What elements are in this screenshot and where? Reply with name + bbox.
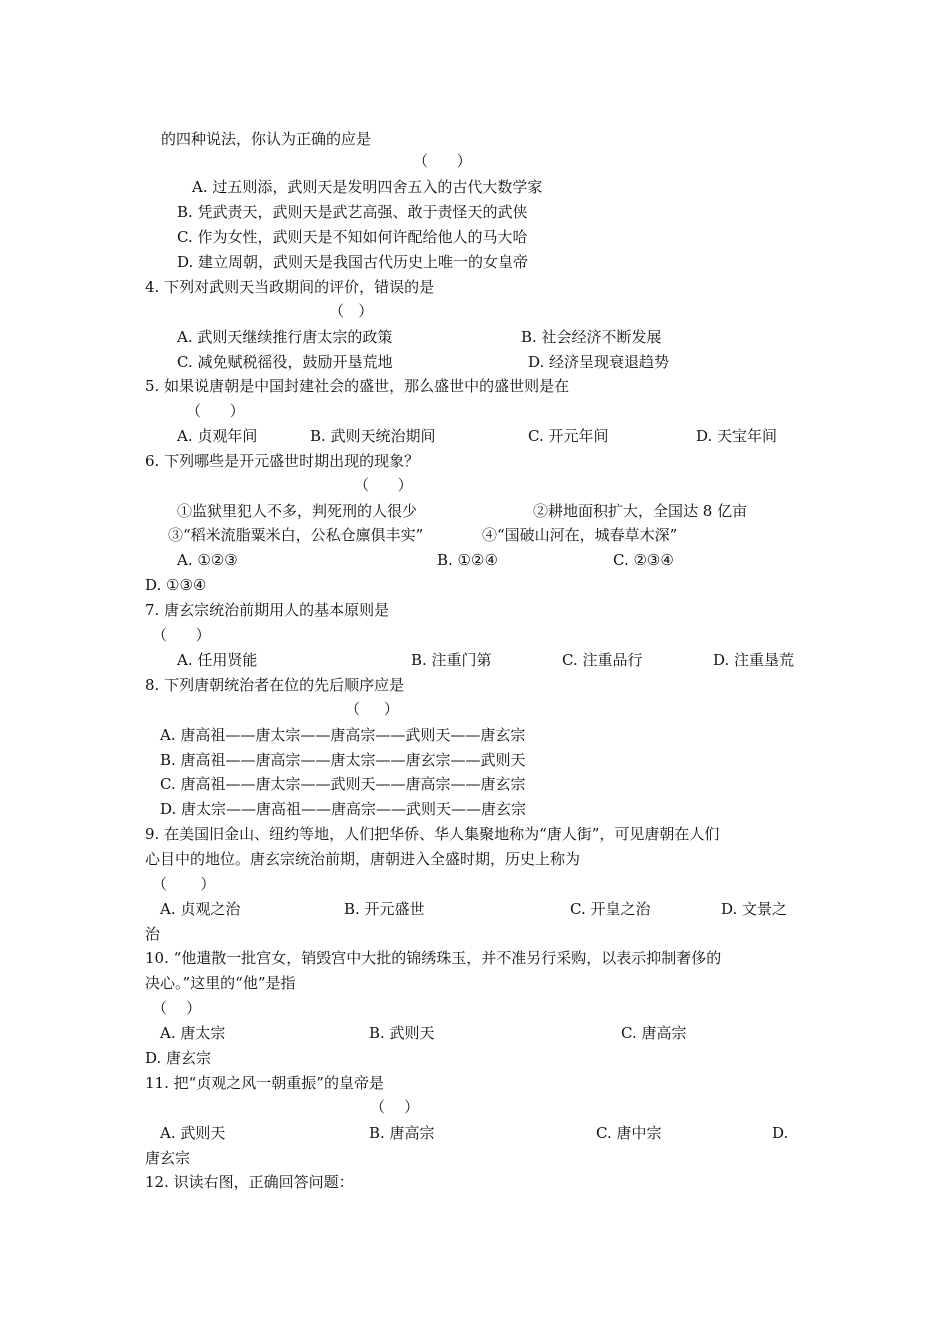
q7-stem: 7. 唐玄宗统治前期用人的基本原则是 (145, 601, 390, 619)
q7-option-d: D. 注重垦荒 (713, 651, 795, 669)
q4-option-d: D. 经济呈现衰退趋势 (528, 353, 670, 371)
q6-option-a: A. ①②③ (177, 551, 238, 569)
q10-stem-line1: 10. “他遣散一批宫女，销毁宫中大批的锦绣珠玉，并不准另行采购，以表示抑制奢侈的 (145, 949, 722, 967)
q10-option-d: D. 唐玄宗 (145, 1049, 212, 1067)
q6-statement-2: ②耕地面积扩大，全国达 8 亿亩 (533, 502, 748, 520)
q11-answer-blank: （ ） (370, 1098, 420, 1116)
q6-option-d: D. ①③④ (145, 576, 207, 594)
q6-statement-3: ③“稻米流脂粟米白，公私仓廪俱丰实” (168, 526, 424, 544)
q7-option-b: B. 注重门第 (411, 651, 492, 669)
q9-option-a: A. 贞观之治 (160, 900, 241, 918)
q7-answer-blank: （ ） (152, 626, 211, 644)
q6-answer-blank: （ ） (354, 476, 413, 494)
q9-stem-line2: 心目中的地位。唐玄宗统治前期，唐朝进入全盛时期，历史上称为 (145, 850, 581, 868)
q4-answer-blank: （ ） (329, 302, 374, 320)
q6-option-b: B. ①②④ (437, 551, 498, 569)
q11-option-b: B. 唐高宗 (369, 1124, 435, 1142)
q8-option-b: B. 唐高祖——唐高宗——唐太宗——唐玄宗——武则天 (160, 751, 526, 769)
q3-option-d: D. 建立周朝，武则天是我国古代历史上唯一的女皇帝 (177, 253, 529, 271)
q7-option-a: A. 任用贤能 (177, 651, 258, 669)
q6-stem: 6. 下列哪些是开元盛世时期出现的现象？ (145, 452, 420, 470)
q10-stem-line2: 决心。”这里的“他”是指 (145, 974, 296, 992)
q10-option-c: C. 唐高宗 (621, 1024, 687, 1042)
q9-option-b: B. 开元盛世 (344, 900, 425, 918)
q6-statement-1: ①监狱里犯人不多，判死刑的人很少 (177, 502, 418, 520)
q9-option-d-wrap: 治 (145, 925, 161, 943)
q7-option-c: C. 注重品行 (562, 651, 643, 669)
q12-stem: 12. 识读右图，正确回答问题： (145, 1173, 354, 1191)
q3-option-a: A. 过五则添，武则天是发明四舍五入的古代大数学家 (192, 178, 543, 196)
q8-stem: 8. 下列唐朝统治者在位的先后顺序应是 (145, 676, 405, 694)
q5-option-b: B. 武则天统治期间 (310, 427, 436, 445)
q4-stem: 4. 下列对武则天当政期间的评价，错误的是 (145, 278, 435, 296)
q8-option-c: C. 唐高祖——唐太宗——武则天——唐高宗——唐玄宗 (160, 775, 526, 793)
q6-option-c: C. ②③④ (613, 551, 674, 569)
q11-option-d-wrap: 唐玄宗 (145, 1149, 191, 1167)
q11-stem: 11. 把“贞观之风一朝重振”的皇帝是 (145, 1074, 384, 1092)
q5-stem: 5. 如果说唐朝是中国封建社会的盛世，那么盛世中的盛世则是在 (145, 377, 570, 395)
q6-statement-4: ④“国破山河在，城春草木深” (482, 526, 678, 544)
q11-option-c: C. 唐中宗 (596, 1124, 662, 1142)
q9-option-c: C. 开皇之治 (570, 900, 651, 918)
q9-option-d: D. 文景之 (721, 900, 788, 918)
q3-stem-cont: 的四种说法，你认为正确的应是 (161, 130, 372, 148)
q4-option-a: A. 武则天继续推行唐太宗的政策 (177, 328, 393, 346)
q3-option-b: B. 凭武责天，武则天是武艺高强、敢于责怪天的武侠 (177, 203, 528, 221)
q10-option-a: A. 唐太宗 (160, 1024, 226, 1042)
q5-option-d: D. 天宝年间 (696, 427, 778, 445)
q11-option-a: A. 武则天 (160, 1124, 226, 1142)
q8-option-d: D. 唐太宗——唐高祖——唐高宗——武则天——唐玄宗 (160, 800, 527, 818)
q9-stem-line1: 9. 在美国旧金山、纽约等地，人们把华侨、华人集聚地称为“唐人街”，可见唐朝在人们 (145, 825, 720, 843)
q5-answer-blank: （ ） (186, 402, 245, 420)
q8-option-a: A. 唐高祖——唐太宗——唐高宗——武则天——唐玄宗 (160, 726, 526, 744)
q4-option-c: C. 减免赋税徭役，鼓励开垦荒地 (177, 353, 393, 371)
q4-option-b: B. 社会经济不断发展 (521, 328, 662, 346)
q8-answer-blank: （ ） (345, 700, 399, 718)
q11-option-d: D. (772, 1124, 789, 1142)
q5-option-c: C. 开元年间 (528, 427, 609, 445)
q10-option-b: B. 武则天 (369, 1024, 435, 1042)
q9-answer-blank: （ ） (152, 875, 216, 893)
q3-option-c: C. 作为女性，武则天是不知如何许配给他人的马大哈 (177, 228, 528, 246)
q3-answer-blank: （ ） (413, 152, 472, 170)
q5-option-a: A. 贞观年间 (177, 427, 258, 445)
q10-answer-blank: （ ） (152, 999, 202, 1017)
